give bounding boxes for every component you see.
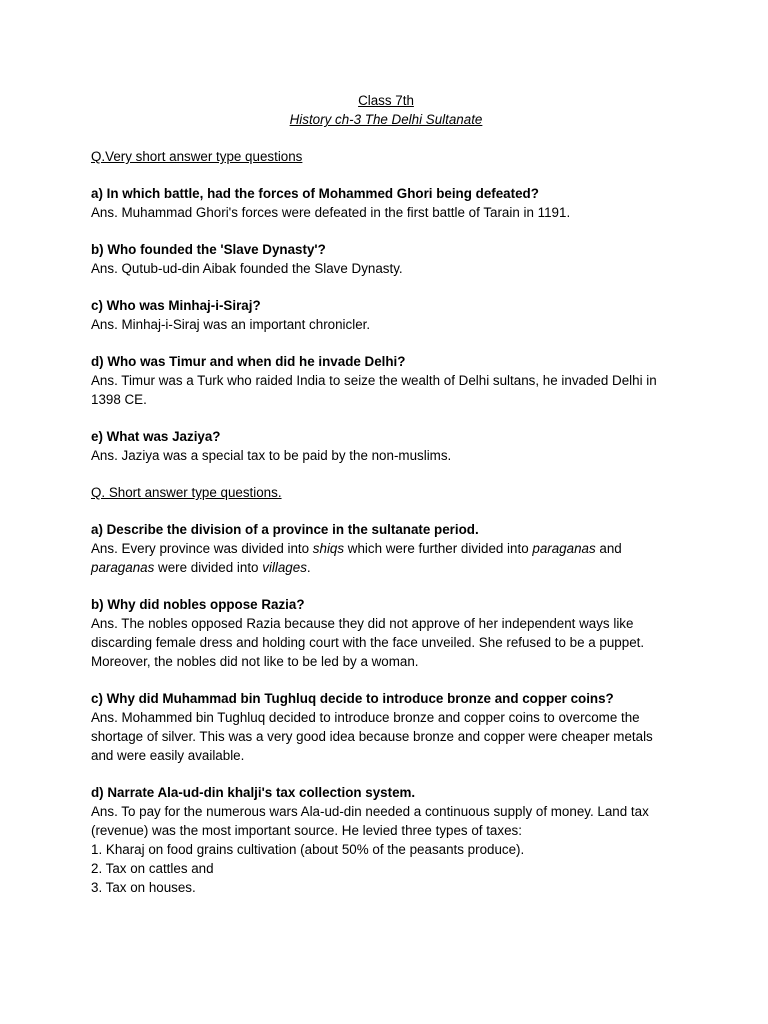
short-answer-c-line2: shortage of silver. This was a very good idea because bronze and copper were cheaper metals (91, 729, 653, 744)
section-heading-very-short: Q.Very short answer type questions (91, 149, 303, 164)
short-answer-a-line2 (91, 558, 681, 577)
term-paraganas: paraganas (91, 560, 155, 575)
question-a: a) In which battle, had the forces of Mohammed Ghori being defeated? (91, 186, 539, 201)
answer-a: Ans. Muhammad Ghori's forces were defeated in the first battle of Tarain in 1191. (91, 205, 571, 220)
answer-b: Ans. Qutub-ud-din Aibak founded the Slave Dynasty. (91, 261, 403, 276)
term-villages: villages (262, 560, 307, 575)
term-paraganas: paraganas (532, 541, 596, 556)
answer-text: which were further divided into (344, 541, 533, 556)
short-answer-b-line3: Moreover, the nobles did not like to be led by a woman. (91, 654, 419, 669)
short-answer-d-line3: 1. Kharaj on food grains cultivation (about 50% of the peasants produce). (91, 842, 525, 857)
short-answer-b-line1: Ans. The nobles opposed Razia because they did not approve of her independent ways like (91, 616, 634, 631)
answer-c: Ans. Minhaj-i-Siraj was an important chronicler. (91, 317, 371, 332)
document-page (91, 91, 681, 897)
short-answer-d-line2: (revenue) was the most important source. He levied three types of taxes: (91, 823, 522, 838)
short-answer-d-line4: 2. Tax on cattles and (91, 861, 214, 876)
question-b: b) Who founded the 'Slave Dynasty'? (91, 242, 326, 257)
question-d: d) Who was Timur and when did he invade Delhi? (91, 354, 406, 369)
question-c: c) Who was Minhaj-i-Siraj? (91, 298, 261, 313)
short-answer-b-line2: discarding female dress and holding court with the face unveiled. She refused to be a puppet. (91, 635, 645, 650)
short-answer-a-line1 (91, 539, 681, 558)
class-title: Class 7th (358, 93, 414, 108)
short-question-a: a) Describe the division of a province in the sultanate period. (91, 522, 479, 537)
term-shiqs: shiqs (312, 541, 345, 556)
answer-text: were divided into (154, 560, 263, 575)
short-question-c: c) Why did Muhammad bin Tughluq decide to introduce bronze and copper coins? (91, 691, 614, 706)
question-e: e) What was Jaziya? (91, 429, 221, 444)
short-question-d: d) Narrate Ala-ud-din khalji's tax collection system. (91, 785, 416, 800)
short-answer-c-line3: and were easily available. (91, 748, 245, 763)
section-heading-short: Q. Short answer type questions. (91, 485, 282, 500)
answer-text: and (595, 541, 622, 556)
short-answer-d-line5: 3. Tax on houses. (91, 880, 196, 895)
answer-e: Ans. Jaziya was a special tax to be paid by the non-muslims. (91, 448, 452, 463)
answer-text: . (306, 560, 311, 575)
answer-d-line1: Ans. Timur was a Turk who raided India to seize the wealth of Delhi sultans, he invaded Delhi in (91, 373, 657, 388)
short-question-b: b) Why did nobles oppose Razia? (91, 597, 305, 612)
answer-d-line2: 1398 CE. (91, 392, 147, 407)
chapter-title: History ch-3 The Delhi Sultanate (289, 112, 483, 127)
answer-text: Ans. Every province was divided into (91, 541, 313, 556)
short-answer-c-line1: Ans. Mohammed bin Tughluq decided to introduce bronze and copper coins to overcome the (91, 710, 640, 725)
short-answer-d-line1: Ans. To pay for the numerous wars Ala-ud-din needed a continuous supply of money. Land tax (91, 804, 649, 819)
